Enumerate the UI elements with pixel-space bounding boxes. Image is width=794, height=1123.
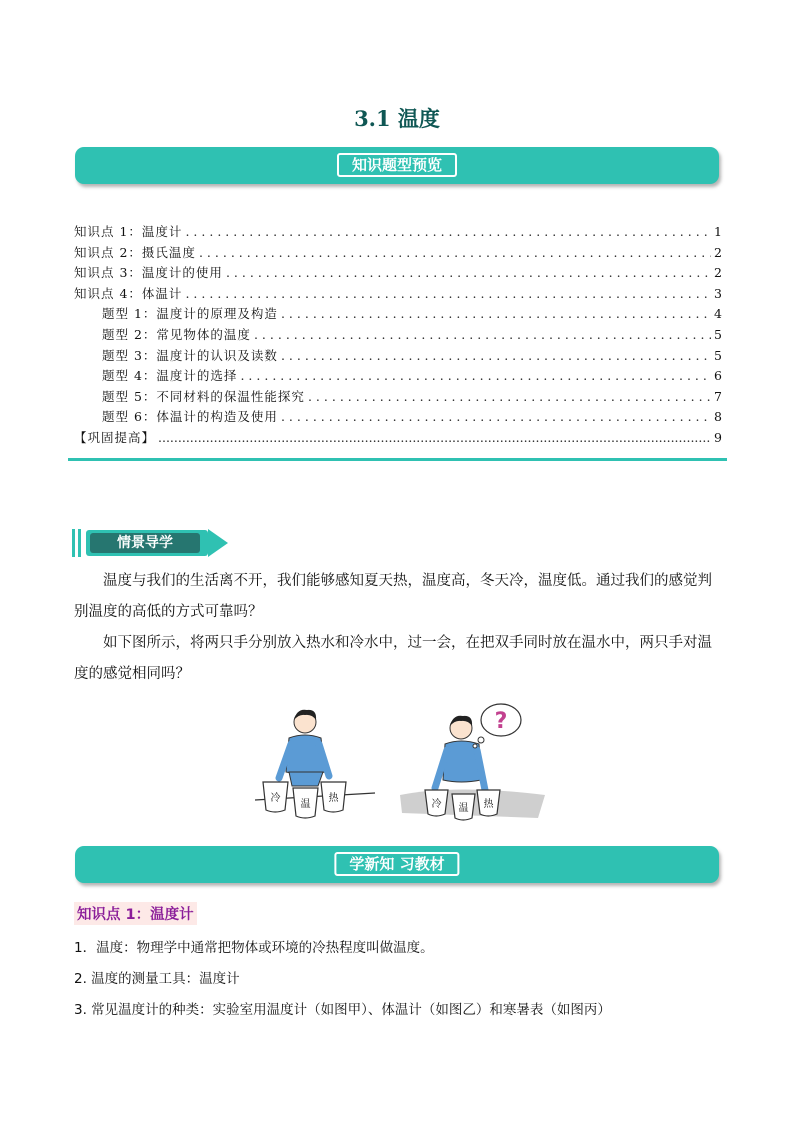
toc-page: 5: [714, 347, 722, 363]
bucket-label: 冷: [431, 799, 442, 810]
study-band: [75, 846, 719, 883]
toc-page: 1: [714, 224, 722, 239]
left-bucket-hot: [321, 782, 346, 812]
toc-page: 6: [714, 368, 722, 384]
knowledge-item: 1．温度：物理学中通常把物体或环境的冷热程度叫做温度。: [74, 940, 434, 956]
scene-tag-box: [86, 530, 208, 556]
toc-row[interactable]: [74, 346, 722, 367]
scene-tag-label: 情景导学: [90, 533, 200, 553]
question-mark-icon: ?: [494, 709, 508, 734]
toc-page: 7: [714, 388, 722, 404]
toc-row[interactable]: [74, 304, 722, 325]
intro-paragraph: 如下图所示，将两只手分别放入热水和冷水中，过一会，在把双手同时放在温水中，两只手对温度的感觉相同吗？: [74, 635, 712, 682]
toc-page: 8: [714, 409, 722, 425]
page-title: 3.1 温度: [354, 106, 440, 131]
bucket-label: 冷: [270, 793, 281, 804]
study-band-label: 学新知 习教材: [334, 852, 459, 876]
toc-row[interactable]: [74, 263, 722, 284]
toc-page: 4: [714, 306, 722, 322]
toc-label: 题型 6：体温计的构造及使用: [102, 409, 278, 425]
toc-page: 5: [714, 326, 722, 342]
toc-page: 3: [714, 285, 722, 301]
table-of-contents: [74, 222, 722, 449]
bucket-label: 温: [300, 799, 311, 810]
bucket-label: 温: [458, 803, 469, 814]
toc-label: 【巩固提高】: [74, 429, 156, 445]
toc-row[interactable]: [74, 387, 722, 408]
toc-row[interactable]: [74, 284, 722, 305]
toc-row[interactable]: [74, 222, 722, 243]
toc-page: 2: [714, 244, 722, 260]
left-bucket-cold: [263, 782, 288, 812]
scene-tag: [72, 529, 232, 557]
right-bucket-hot: [477, 790, 500, 816]
right-bucket-cold: [425, 790, 448, 816]
toc-page: 9: [714, 429, 722, 445]
overview-band-label: 知识题型预览: [337, 153, 457, 177]
toc-row[interactable]: [74, 428, 722, 449]
toc-row[interactable]: [74, 243, 722, 264]
knowledge-item: 3. 常见温度计的种类：实验室用温度计（如图甲）、体温计（如图乙）和寒暑表（如图丙）: [74, 1002, 611, 1018]
toc-row[interactable]: [74, 325, 722, 346]
intro-paragraph: 温度与我们的生活离不开，我们能够感知夏天热，温度高，冬天冷，温度低。通过我们的感觉判别温度的高低的方式可靠吗？: [74, 573, 712, 620]
toc-label: 题型 1：温度计的原理及构造: [102, 306, 278, 322]
toc-label: 知识点 3：温度计的使用: [74, 265, 223, 281]
knowledge-point-title: 知识点 1：温度计: [74, 902, 197, 925]
toc-label: 知识点 4：体温计: [74, 285, 183, 301]
overview-band: [75, 147, 719, 184]
scene-tag-arrow-icon: [208, 529, 228, 557]
left-bucket-warm: [293, 788, 318, 818]
toc-label: 题型 3：温度计的认识及读数: [102, 347, 278, 363]
right-bucket-warm: [452, 794, 475, 820]
toc-label: 知识点 1：温度计: [74, 224, 183, 239]
toc-row[interactable]: [74, 366, 722, 387]
toc-label: 题型 4：温度计的选择: [102, 368, 238, 384]
toc-label: 题型 2：常见物体的温度: [102, 326, 251, 342]
hands-in-water-illustration: [255, 700, 555, 825]
toc-divider: [68, 458, 727, 461]
knowledge-item: 2. 温度的测量工具：温度计: [74, 971, 240, 987]
toc-label: 知识点 2：摄氏温度: [74, 244, 196, 260]
toc-label: 题型 5：不同材料的保温性能探究: [102, 388, 305, 404]
bucket-label: 热: [328, 793, 339, 804]
bucket-label: 热: [483, 799, 494, 810]
toc-page: 2: [714, 265, 722, 281]
toc-row[interactable]: [74, 407, 722, 428]
